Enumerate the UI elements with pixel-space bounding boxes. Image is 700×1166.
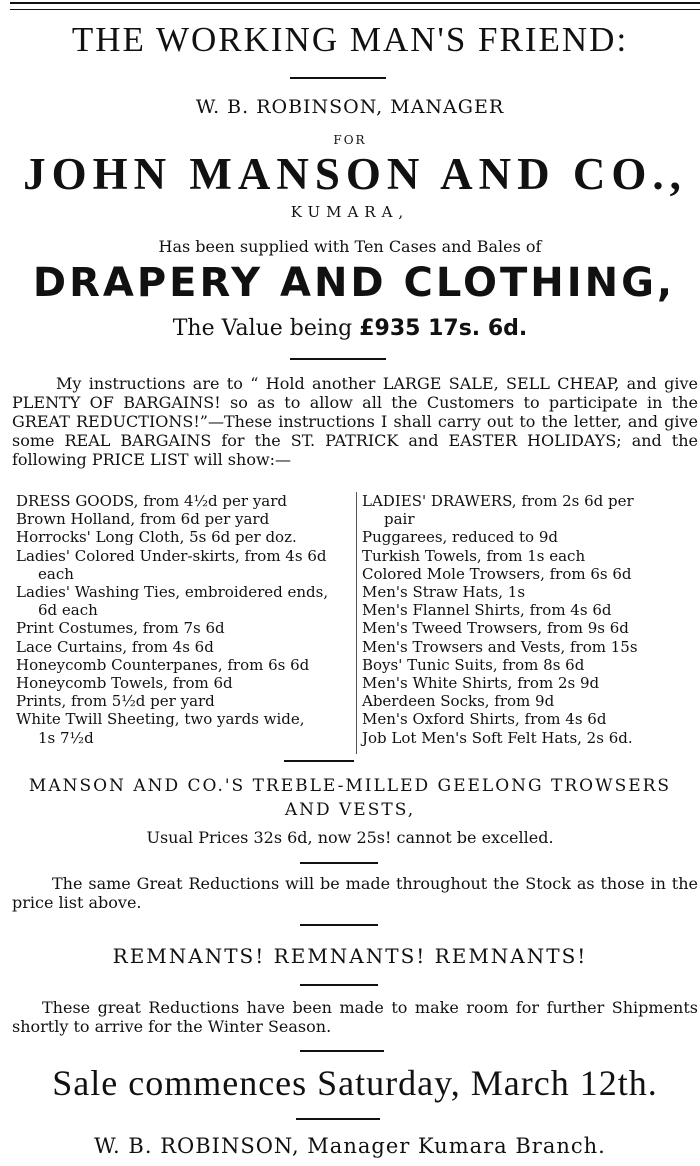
value-prefix: The Value being	[172, 316, 353, 341]
price-list-item: Ladies' Colored Under-skirts, from 4s 6d	[16, 546, 327, 565]
value-amount: £935 17s. 6d.	[359, 316, 528, 341]
price-list-item: Honeycomb Towels, from 6d	[16, 674, 233, 693]
price-list-left	[16, 492, 352, 747]
treble-milled-line-2: AND VESTS,	[284, 800, 416, 820]
headline: THE WORKING MAN'S FRIEND:	[71, 20, 629, 59]
remnants-line: REMNANTS! REMNANTS! REMNANTS!	[112, 944, 588, 968]
price-list-item: 6d each	[38, 601, 98, 620]
price-list-item: Puggarees, reduced to 9d	[362, 528, 558, 547]
price-list-item: Aberdeen Socks, from 9d	[362, 692, 555, 711]
price-list-item: 1s 7½d	[38, 728, 94, 747]
price-list-item: Men's Flannel Shirts, from 4s 6d	[362, 601, 612, 620]
supplied-line: Has been supplied with Ten Cases and Bales of	[158, 237, 542, 256]
price-list-item: Brown Holland, from 6d per yard	[16, 510, 270, 529]
price-list-item: Ladies' Washing Ties, embroidered ends,	[16, 583, 329, 602]
price-list-item: Men's Tweed Trowsers, from 9s 6d	[362, 619, 629, 638]
value-line	[0, 316, 700, 341]
price-list-item: Men's Trowsers and Vests, from 15s	[362, 637, 638, 656]
divider-rule	[290, 358, 386, 360]
town-name: KUMARA,	[290, 203, 410, 221]
divider-rule	[300, 862, 378, 864]
sale-date-line: Sale commences Saturday, March 12th.	[52, 1063, 658, 1103]
divider-rule	[300, 984, 378, 986]
price-list-item: Boys' Tunic Suits, from 8s 6d	[362, 655, 585, 674]
price-list-item: Colored Mole Trowsers, from 6s 6d	[362, 564, 632, 583]
price-list-item: Lace Curtains, from 4s 6d	[16, 637, 214, 656]
company-name: JOHN MANSON AND CO.,	[23, 149, 687, 199]
divider-rule	[300, 924, 378, 926]
price-list-item: Job Lot Men's Soft Felt Hats, 2s 6d.	[362, 728, 633, 747]
divider-rule	[296, 1118, 380, 1120]
price-list-item: Men's Straw Hats, 1s	[362, 583, 526, 602]
shipments-paragraph: These great Reductions have been made to make room for further Shipments shortly to arrive for the Winter Season.	[12, 998, 698, 1036]
price-list-item: Print Costumes, from 7s 6d	[16, 619, 225, 638]
price-list-item: Prints, from 5½d per yard	[16, 692, 215, 711]
treble-milled-line-1: MANSON AND CO.'S TREBLE-MILLED GEELONG TROWSERS	[28, 776, 672, 796]
divider-rule	[284, 760, 354, 762]
footer-signature: W. B. ROBINSON, Manager Kumara Branch.	[94, 1134, 606, 1158]
price-list-item: White Twill Sheeting, two yards wide,	[16, 710, 305, 729]
column-separator	[356, 492, 357, 754]
reductions-paragraph: The same Great Reductions will be made throughout the Stock as those in the price list above.	[12, 874, 698, 912]
price-list-item: DRESS GOODS, from 4½d per yard	[16, 492, 288, 510]
price-list-item: Men's White Shirts, from 2s 9d	[362, 674, 600, 693]
instructions-paragraph: My instructions are to “ Hold another LARGE SALE, SELL CHEAP, and give PLENTY OF BARGAINS! so as to allow all the Customers to participate in the GREAT REDUCTIONS!”—These instructions I shall carry out to the letter, and give some REAL BARGAINS for the ST. PATRICK and EASTER HOLIDAYS; and the following PRICE LIST will show:—	[12, 374, 698, 469]
manager-line: W. B. ROBINSON, MANAGER	[195, 96, 505, 118]
price-list-item: each	[38, 564, 74, 583]
price-list-item: Honeycomb Counterpanes, from 6s 6d	[16, 655, 310, 674]
top-border-rule	[10, 2, 700, 10]
for-line: FOR	[333, 133, 367, 147]
price-list-item: Horrocks' Long Cloth, 5s 6d per doz.	[16, 528, 297, 547]
price-list-item: Turkish Towels, from 1s each	[362, 546, 586, 565]
price-list-item: LADIES' DRAWERS, from 2s 6d per	[362, 492, 634, 510]
usual-prices-line: Usual Prices 32s 6d, now 25s! cannot be excelled.	[146, 828, 554, 847]
divider-rule	[300, 1050, 384, 1052]
drapery-heading: DRAPERY AND CLOTHING,	[32, 260, 676, 306]
price-list-item: pair	[384, 510, 415, 529]
price-list-item: Men's Oxford Shirts, from 4s 6d	[362, 710, 607, 729]
price-list-right	[362, 492, 698, 747]
divider-rule	[290, 77, 386, 79]
